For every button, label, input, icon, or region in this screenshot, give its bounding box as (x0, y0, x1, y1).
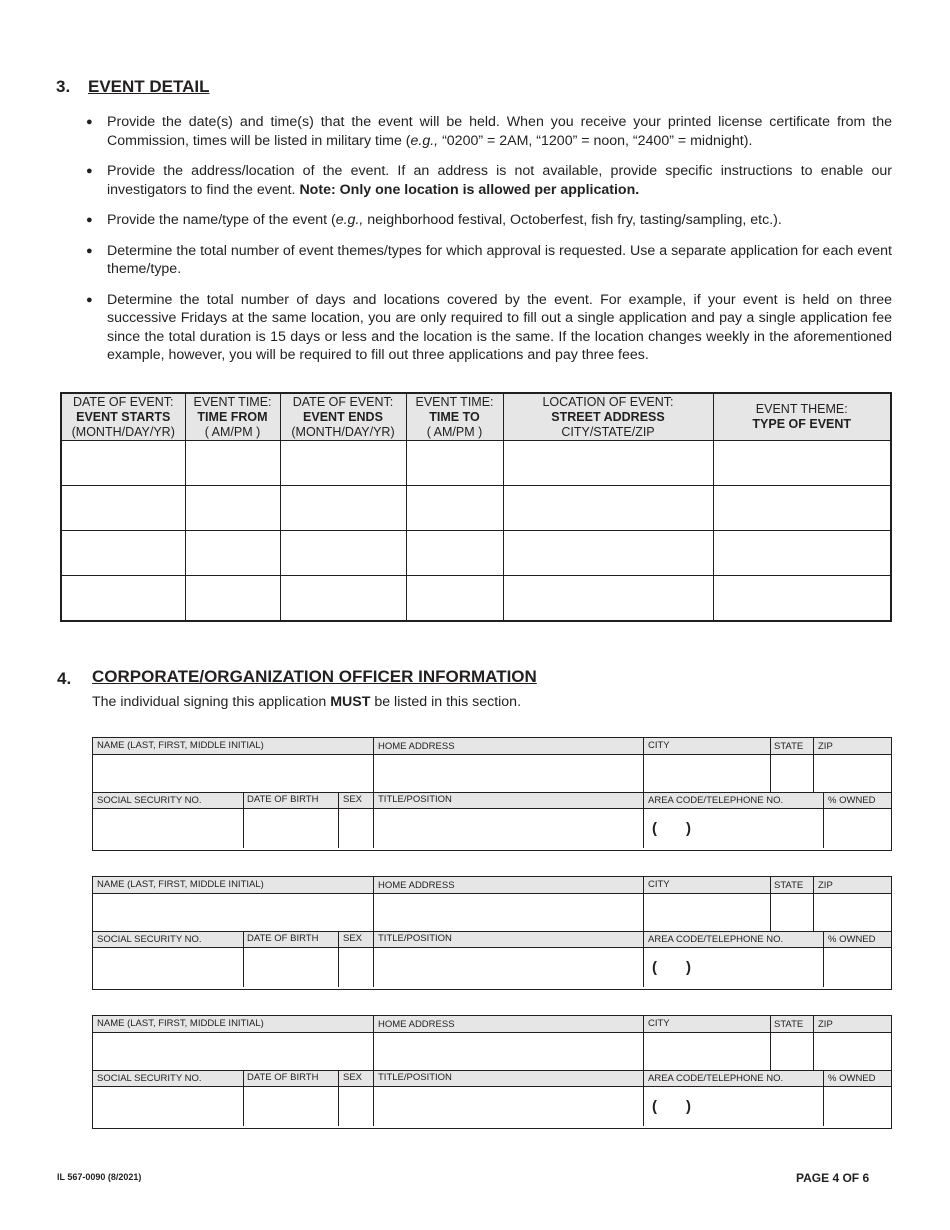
event-entry-cell[interactable] (280, 486, 406, 531)
title-position-label: TITLE/POSITION (378, 794, 452, 805)
header-line: EVENT THEME: (755, 402, 848, 416)
state-label: STATE (774, 1019, 804, 1030)
event-detail-table (60, 392, 892, 622)
zip-label: ZIP (818, 880, 833, 891)
header-line: EVENT STARTS (76, 409, 171, 424)
bullet-text: Determine the total number of days and locations covered by the event. For example, if your event is held on three successive Fridays at the same location, you are only required to fill out a single application and pay a single application fee since the total duration is 15 days or less and the location is the same. If the location changes weekly in the aforementioned example, however, you will be required to fill out three applications and pay three fees. (107, 291, 892, 363)
event-row (61, 531, 891, 576)
event-table-header (713, 393, 891, 441)
event-entry-cell[interactable] (280, 576, 406, 622)
event-entry-cell[interactable] (713, 486, 891, 531)
header-line: ( AM/PM ) (204, 424, 261, 439)
header-line: EVENT ENDS (303, 409, 383, 424)
section-3-title: EVENT DETAIL (88, 77, 210, 96)
event-entry-cell[interactable] (503, 531, 713, 576)
event-entry-cell[interactable] (503, 486, 713, 531)
header-line: TYPE OF EVENT (752, 417, 852, 431)
owned-label: % OWNED (828, 1073, 876, 1084)
event-detail-instructions (86, 113, 892, 377)
header-line: ( AM/PM ) (426, 424, 483, 439)
header-line: (MONTH/DAY/YR) (71, 424, 175, 439)
header-line: TIME TO (429, 409, 480, 424)
ssn-label: SOCIAL SECURITY NO. (97, 795, 202, 806)
name-label: NAME (LAST, FIRST, MIDDLE INITIAL) (97, 1018, 264, 1029)
bullet-text: Provide the address/location of the event. If an address is not available, provide specific instructions to enable our investigators to find the event. (107, 163, 892, 198)
header-line: EVENT TIME: (193, 394, 272, 409)
event-entry-cell[interactable] (713, 531, 891, 576)
header-line: STREET ADDRESS (551, 409, 665, 424)
officer-block (92, 737, 892, 851)
dob-label: DATE OF BIRTH (247, 1072, 319, 1083)
section-3-number: 3. (56, 77, 71, 96)
bullet-text: Determine the total number of event themes/types for which approval is requested. Use a separate application for each event theme/type. (107, 242, 892, 277)
phone-label: AREA CODE/TELEPHONE NO. (648, 795, 784, 806)
event-table-header (61, 393, 185, 441)
title-position-label: TITLE/POSITION (378, 933, 452, 944)
instruction-bullet (86, 113, 892, 150)
section-4-intro (92, 694, 521, 710)
bullet-text: Provide the name/type of the event ( (107, 212, 336, 228)
state-label: STATE (774, 741, 804, 752)
event-table-header (185, 393, 280, 441)
section-4-number: 4. (57, 669, 72, 688)
event-table-header (280, 393, 406, 441)
event-entry-cell[interactable] (406, 441, 503, 486)
event-table-header (406, 393, 503, 441)
dob-label: DATE OF BIRTH (247, 933, 319, 944)
event-entry-cell[interactable] (61, 441, 185, 486)
event-entry-cell[interactable] (713, 576, 891, 622)
event-entry-cell[interactable] (61, 576, 185, 622)
title-position-label: TITLE/POSITION (378, 1072, 452, 1083)
event-entry-cell[interactable] (185, 576, 280, 622)
bullet-text: “0200” = 2AM, “1200” = noon, “2400” = midnight). (438, 132, 753, 149)
instruction-bullet (86, 242, 892, 279)
instruction-bullet (86, 211, 892, 230)
bullet-text: e.g., (335, 212, 364, 228)
event-row (61, 486, 891, 531)
intro-text: The individual signing this application (92, 694, 331, 710)
city-label: CITY (648, 1018, 670, 1029)
owned-label: % OWNED (828, 795, 876, 806)
sex-label: SEX (343, 933, 363, 944)
form-id: IL 567-0090 (8/2021) (57, 1172, 142, 1182)
header-line: DATE OF EVENT: (292, 394, 394, 409)
event-table-header (503, 393, 713, 441)
home-address-label: HOME ADDRESS (378, 741, 455, 752)
area-code-open-paren: ( (652, 820, 657, 837)
event-entry-cell[interactable] (280, 441, 406, 486)
ssn-label: SOCIAL SECURITY NO. (97, 1073, 202, 1084)
section-4-title: CORPORATE/ORGANIZATION OFFICER INFORMATION (92, 667, 537, 686)
event-row (61, 576, 891, 622)
event-entry-cell[interactable] (503, 441, 713, 486)
event-entry-cell[interactable] (406, 486, 503, 531)
name-label: NAME (LAST, FIRST, MIDDLE INITIAL) (97, 740, 264, 751)
event-entry-cell[interactable] (185, 531, 280, 576)
dob-label: DATE OF BIRTH (247, 794, 319, 805)
home-address-label: HOME ADDRESS (378, 1019, 455, 1030)
header-line: CITY/STATE/ZIP (561, 424, 655, 439)
bullet-text: neighborhood festival, Octoberfest, fish fry, tasting/sampling, etc.). (363, 212, 782, 228)
event-entry-cell[interactable] (713, 441, 891, 486)
home-address-label: HOME ADDRESS (378, 880, 455, 891)
area-code-close-paren: ) (686, 820, 691, 837)
bullet-text: e.g., (410, 132, 439, 149)
header-line: TIME FROM (197, 409, 268, 424)
city-label: CITY (648, 879, 670, 890)
officer-block (92, 876, 892, 990)
event-entry-cell[interactable] (61, 531, 185, 576)
intro-emphasis: MUST (330, 694, 371, 710)
event-row (61, 441, 891, 486)
phone-label: AREA CODE/TELEPHONE NO. (648, 934, 784, 945)
state-label: STATE (774, 880, 804, 891)
header-line: LOCATION OF EVENT: (542, 394, 674, 409)
area-code-close-paren: ) (686, 959, 691, 976)
intro-text-end: be listed in this section. (370, 694, 522, 710)
area-code-close-paren: ) (686, 1098, 691, 1115)
owned-label: % OWNED (828, 934, 876, 945)
zip-label: ZIP (818, 741, 833, 752)
header-line: EVENT TIME: (415, 394, 494, 409)
city-label: CITY (648, 740, 670, 751)
area-code-open-paren: ( (652, 959, 657, 976)
instruction-bullet (86, 162, 892, 199)
event-entry-cell[interactable] (406, 576, 503, 622)
header-line: (MONTH/DAY/YR) (291, 424, 395, 439)
officer-block (92, 1015, 892, 1129)
event-entry-cell[interactable] (185, 486, 280, 531)
ssn-label: SOCIAL SECURITY NO. (97, 934, 202, 945)
event-entry-cell[interactable] (280, 531, 406, 576)
sex-label: SEX (343, 1072, 363, 1083)
area-code-open-paren: ( (652, 1098, 657, 1115)
header-line: DATE OF EVENT: (73, 394, 174, 409)
name-label: NAME (LAST, FIRST, MIDDLE INITIAL) (97, 879, 264, 890)
event-entry-cell[interactable] (185, 441, 280, 486)
phone-label: AREA CODE/TELEPHONE NO. (648, 1073, 784, 1084)
event-entry-cell[interactable] (503, 576, 713, 622)
bullet-text: Note: Only one location is allowed per application. (299, 181, 640, 198)
page-number: PAGE 4 OF 6 (796, 1171, 870, 1185)
event-entry-cell[interactable] (61, 486, 185, 531)
zip-label: ZIP (818, 1019, 833, 1030)
instruction-bullet (86, 291, 892, 365)
event-entry-cell[interactable] (406, 531, 503, 576)
sex-label: SEX (343, 794, 363, 805)
bullet-text: Provide the date(s) and time(s) that the event will be held. When you receive your printed license certificate from the Commission, times will be listed in military time ( (107, 114, 892, 149)
